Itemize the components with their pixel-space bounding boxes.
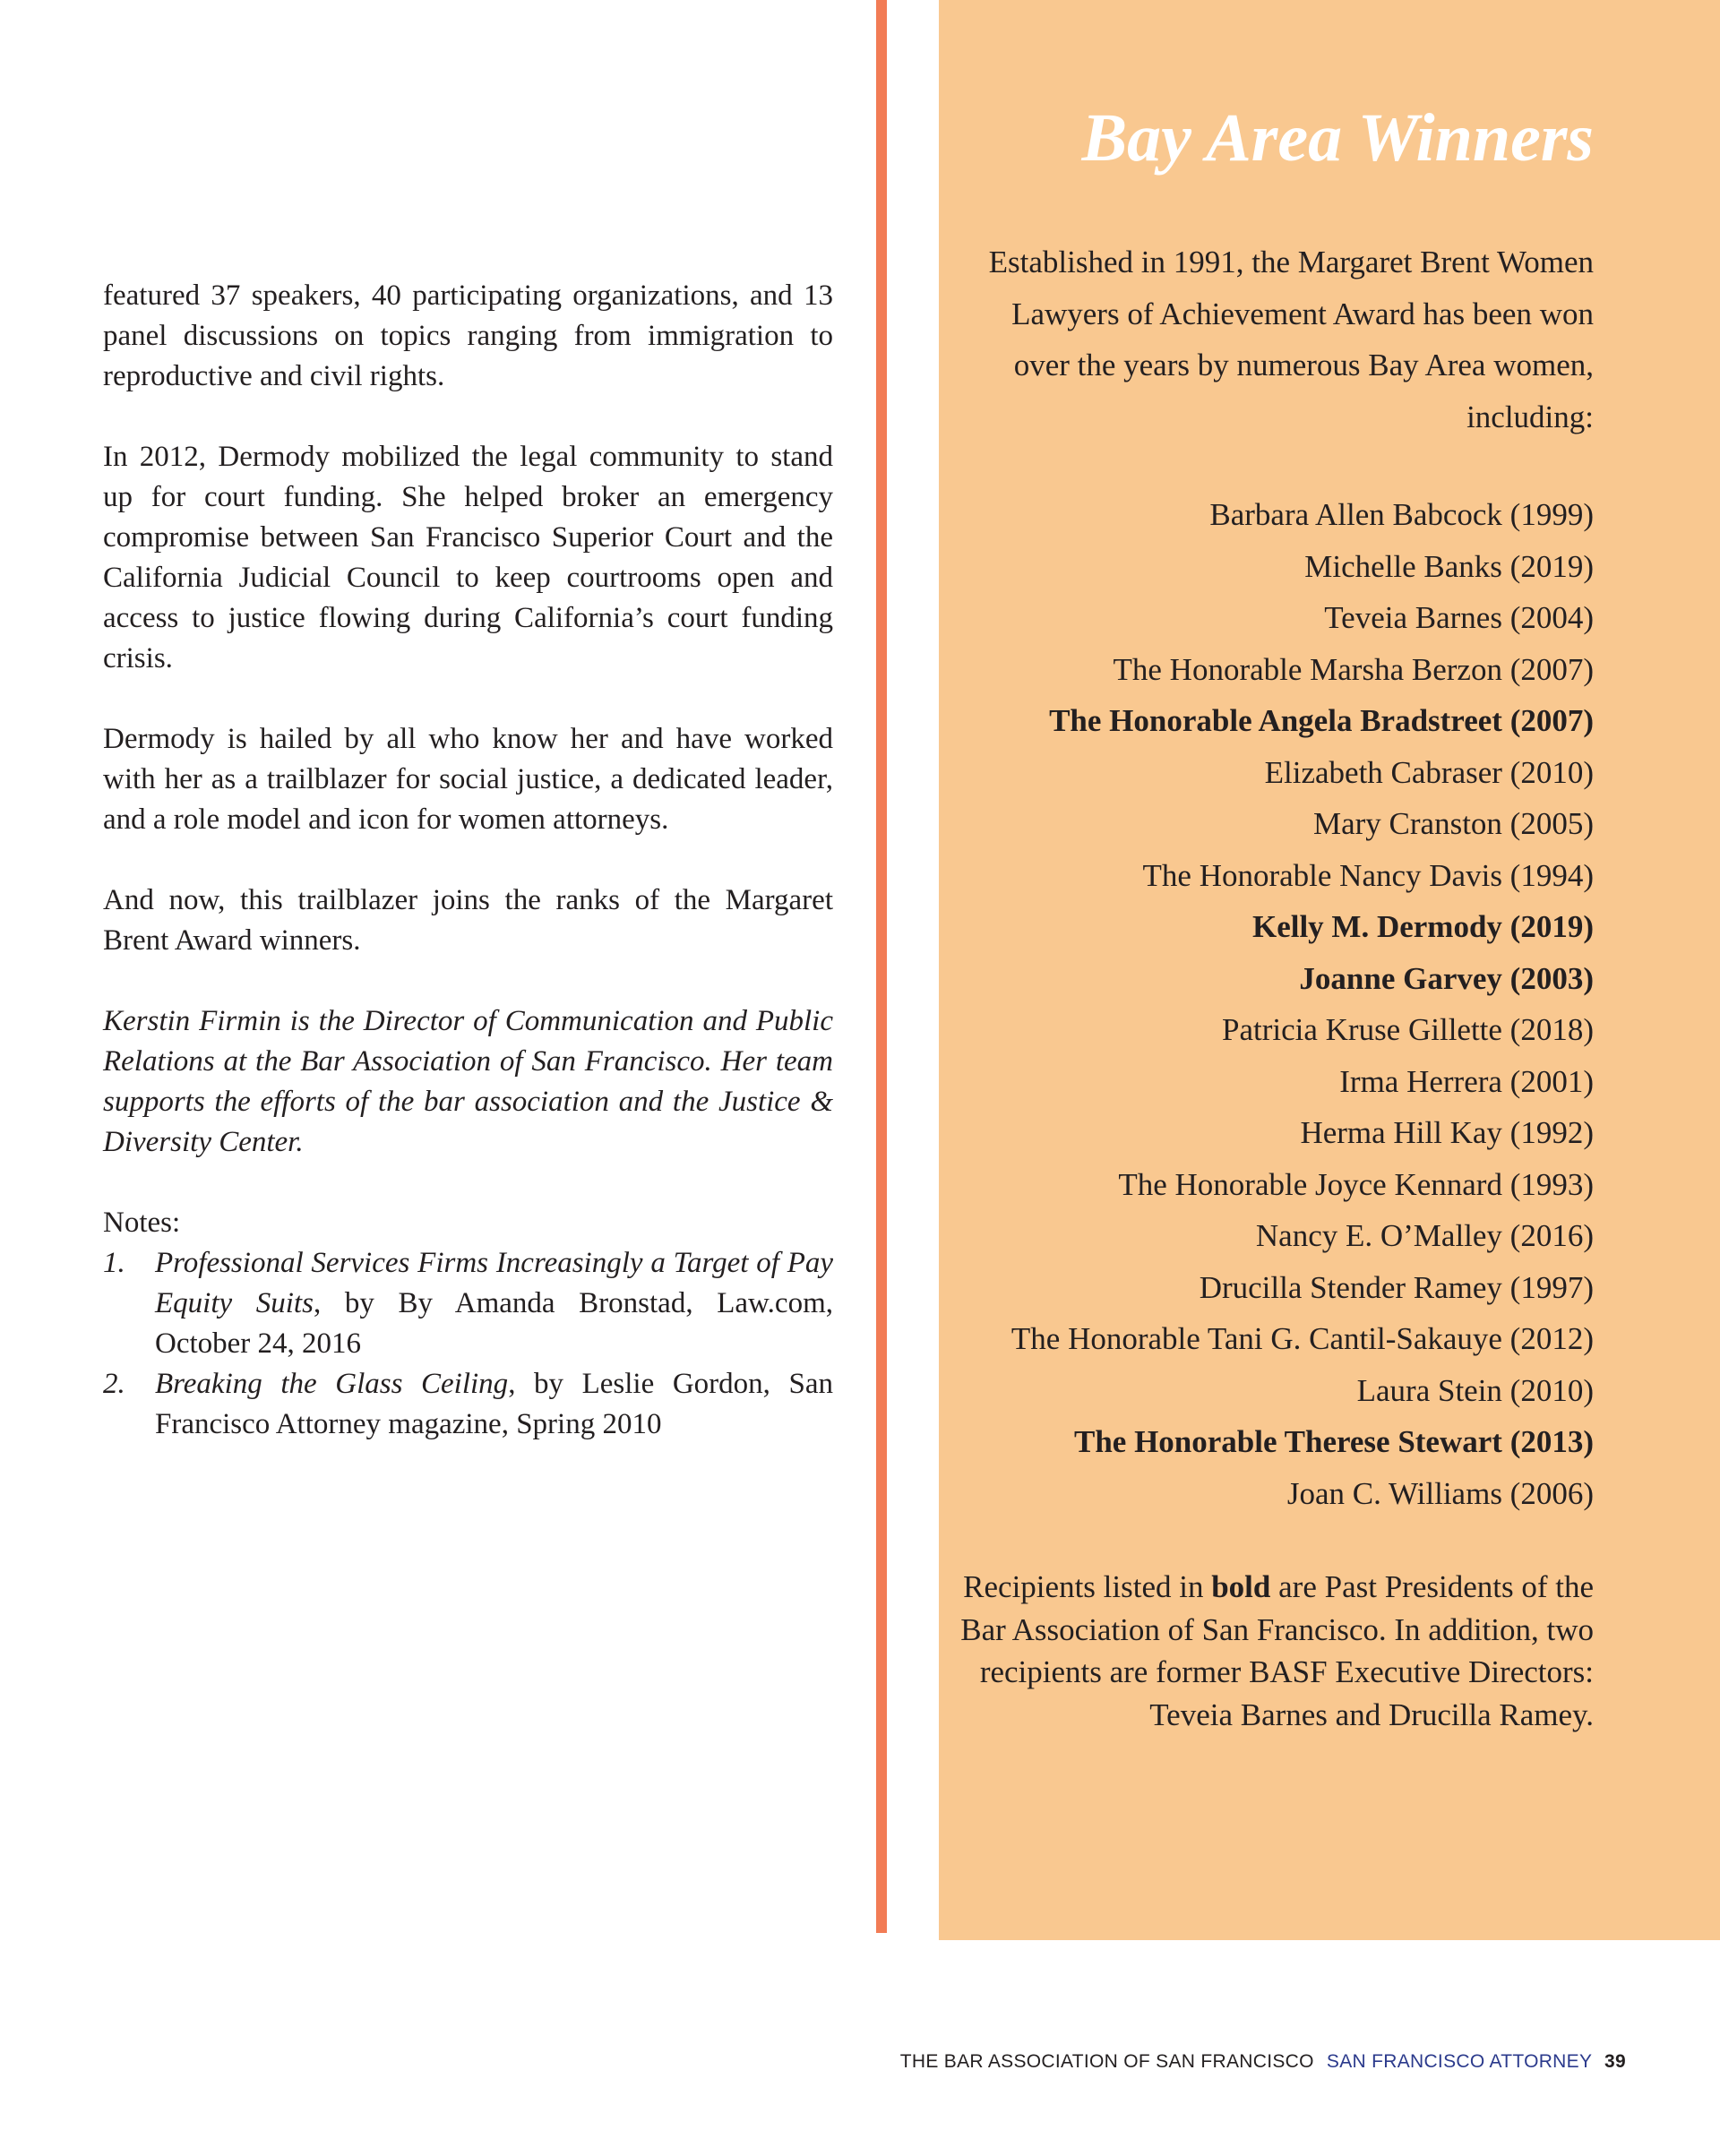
article-paragraph: featured 37 speakers, 40 participating organizations, and 13 panel discussions on topics ranging from immigration to reproductive and civil rights. <box>103 279 833 392</box>
sidebar-intro: Established in 1991, the Margaret Brent Women Lawyers of Achievement Award has been won over the years by numerous Bay Area women, including: <box>988 245 1594 434</box>
note-title: Professional Services Firms Increasingly a Target of Pay Equity Suits <box>155 1247 833 1319</box>
author-bio: Kerstin Firmin is the Director of Communication and Public Relations at the Bar Association of San Francisco. Her team supports the efforts of the bar association and the Justice & Diversity Center. <box>103 1005 833 1158</box>
article-column <box>103 276 833 1445</box>
footnote-text: Recipients listed in <box>963 1569 1212 1604</box>
page-footer <box>900 2049 1626 2075</box>
notes-list <box>103 1243 833 1445</box>
page-number: 39 <box>1604 2051 1626 2072</box>
winner-item: Barbara Allen Babcock (1999) <box>1209 497 1594 532</box>
note-item <box>103 1364 833 1445</box>
winner-item: The Honorable Angela Bradstreet (2007) <box>1049 703 1594 738</box>
winner-item: Joanne Garvey (2003) <box>1299 960 1594 996</box>
footnote-bold-word: bold <box>1211 1569 1271 1604</box>
winner-item: Laura Stein (2010) <box>1356 1372 1594 1408</box>
note-title: Breaking the Glass Ceiling <box>155 1368 509 1400</box>
note-citation: , by Leslie Gordon, San Francisco Attorney magazine, Spring 2010 <box>155 1368 834 1440</box>
note-citation: , by By Amanda Bronstad, Law.com, October 24, 2016 <box>155 1287 834 1360</box>
winner-item: Michelle Banks (2019) <box>1304 548 1594 584</box>
winner-item: Nancy E. O’Malley (2016) <box>1255 1218 1594 1253</box>
winner-item: Patricia Kruse Gillette (2018) <box>1221 1012 1594 1047</box>
winner-item: Teveia Barnes (2004) <box>1324 600 1594 635</box>
winner-item: The Honorable Nancy Davis (1994) <box>1142 857 1594 893</box>
article-paragraph: In 2012, Dermody mobilized the legal community to stand up for court funding. She helped broker an emergency compromise between San Francisco Superior Court and the California Judicial Council to keep courtrooms open and access to justice flowing during California’s court funding crisis. <box>103 441 833 674</box>
note-item <box>103 1243 833 1364</box>
sidebar-box <box>939 0 1720 1940</box>
note-number: 1. <box>103 1247 125 1279</box>
note-number: 2. <box>103 1368 125 1400</box>
winner-item: Mary Cranston (2005) <box>1312 806 1594 841</box>
winner-item: Irma Herrera (2001) <box>1339 1063 1594 1099</box>
sidebar-title: Bay Area Winners <box>1081 100 1594 176</box>
winner-item: The Honorable Tani G. Cantil-Sakauye (2012) <box>1010 1321 1594 1356</box>
winner-item: Kelly M. Dermody (2019) <box>1251 909 1594 944</box>
notes-heading: Notes: <box>103 1207 181 1239</box>
column-divider <box>876 0 887 1933</box>
footer-organization: THE BAR ASSOCIATION OF SAN FRANCISCO <box>899 2051 1314 2072</box>
winner-item: The Honorable Marsha Berzon (2007) <box>1113 651 1594 687</box>
winner-item: Drucilla Stender Ramey (1997) <box>1199 1269 1594 1305</box>
article-paragraph: Dermody is hailed by all who know her and have worked with her as a trailblazer for social justice, a dedicated leader, and a role model and icon for women attorneys. <box>103 723 833 836</box>
article-paragraph: And now, this trailblazer joins the ranks of the Margaret Brent Award winners. <box>103 884 833 957</box>
footnote-text: are Past Presidents of the Bar Association of San Francisco. In addition, two recipients are former BASF Executive Directors: Teveia Barnes and Drucilla Ramey. <box>960 1569 1594 1732</box>
winner-item: Elizabeth Cabraser (2010) <box>1264 754 1594 790</box>
winner-item: The Honorable Therese Stewart (2013) <box>1073 1424 1594 1459</box>
winners-list <box>913 489 1594 1519</box>
winner-item: The Honorable Joyce Kennard (1993) <box>1118 1166 1594 1202</box>
winner-item: Joan C. Williams (2006) <box>1286 1475 1594 1511</box>
sidebar-footnote <box>949 1566 1594 1736</box>
winner-item: Herma Hill Kay (1992) <box>1300 1115 1594 1150</box>
footer-magazine: SAN FRANCISCO ATTORNEY <box>1326 2051 1592 2072</box>
